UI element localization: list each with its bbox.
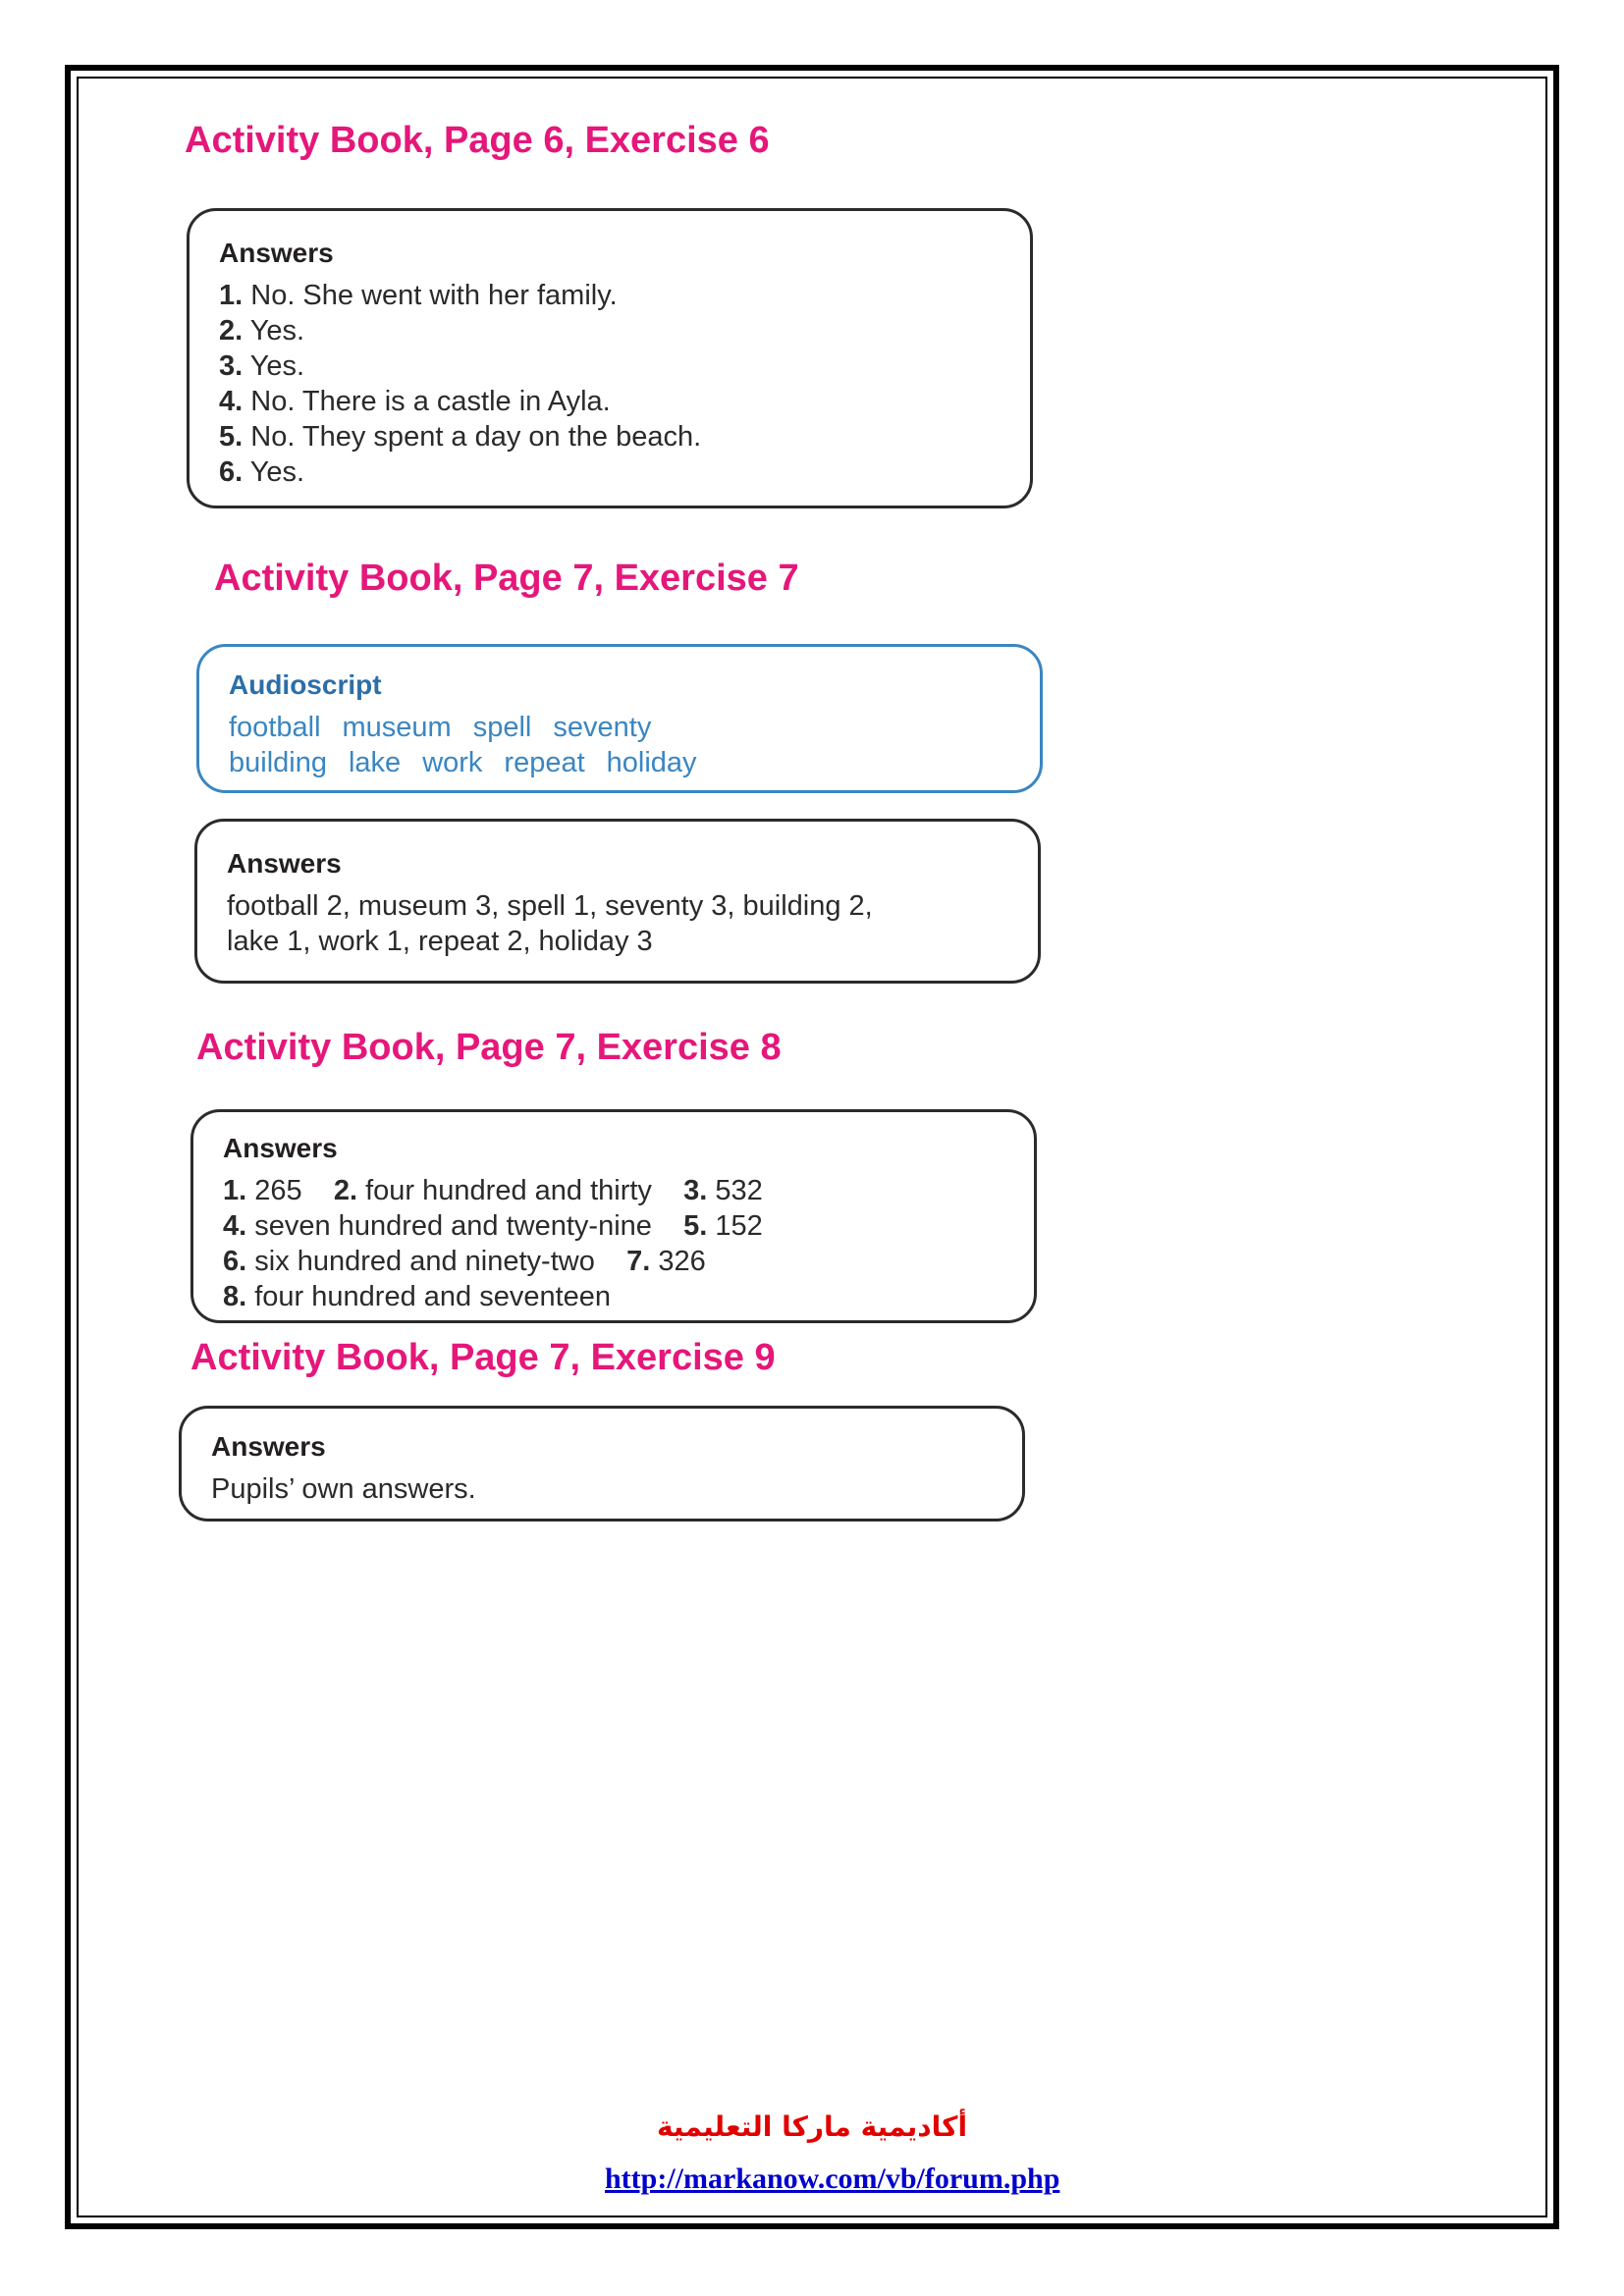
- answers-title: Answers: [219, 238, 334, 268]
- answer-line: 2. Yes.: [219, 315, 305, 347]
- answer-line: 5. No. They spent a day on the beach.: [219, 421, 702, 453]
- answer-line: 6. Yes.: [219, 456, 305, 488]
- exercise-6-answers-box: [187, 208, 1033, 508]
- answer-line: 1. 265 2. four hundred and thirty 3. 532: [223, 1175, 763, 1206]
- answer-line: football 2, museum 3, spell 1, seventy 3, building 2,: [227, 890, 873, 922]
- answer-line: 6. six hundred and ninety-two 7. 326: [223, 1246, 706, 1277]
- exercise-7-answers-box: [194, 819, 1041, 984]
- answer-line: 1. No. She went with her family.: [219, 280, 618, 311]
- answer-line: lake 1, work 1, repeat 2, holiday 3: [227, 926, 653, 957]
- audioscript-row: building lake work repeat holiday: [229, 747, 697, 778]
- answer-line: Pupils’ own answers.: [211, 1473, 476, 1505]
- answer-line: 4. seven hundred and twenty-nine 5. 152: [223, 1210, 763, 1242]
- exercise-7-audioscript-box: [196, 644, 1043, 793]
- answer-line: 3. Yes.: [219, 350, 305, 382]
- exercise-8-answers-box: [190, 1109, 1037, 1323]
- answers-title: Answers: [227, 848, 342, 879]
- footer-forum-link[interactable]: http://markanow.com/vb/forum.php: [605, 2163, 1060, 2195]
- answers-title: Answers: [223, 1133, 338, 1163]
- audioscript-title: Audioscript: [229, 669, 382, 700]
- audioscript-row: football museum spell seventy: [229, 712, 652, 743]
- answer-line: 4. No. There is a castle in Ayla.: [219, 386, 611, 417]
- answers-title: Answers: [211, 1431, 326, 1462]
- answer-line: 8. four hundred and seventeen: [223, 1281, 612, 1312]
- exercise-6-heading: Activity Book, Page 6, Exercise 6: [185, 120, 770, 161]
- exercise-8-heading: Activity Book, Page 7, Exercise 8: [196, 1027, 782, 1068]
- footer-academy-name: أكاديمية ماركا التعليمية: [656, 2110, 968, 2143]
- exercise-7-heading: Activity Book, Page 7, Exercise 7: [214, 558, 799, 599]
- exercise-9-heading: Activity Book, Page 7, Exercise 9: [190, 1337, 776, 1378]
- exercise-9-answers-box: [179, 1406, 1025, 1522]
